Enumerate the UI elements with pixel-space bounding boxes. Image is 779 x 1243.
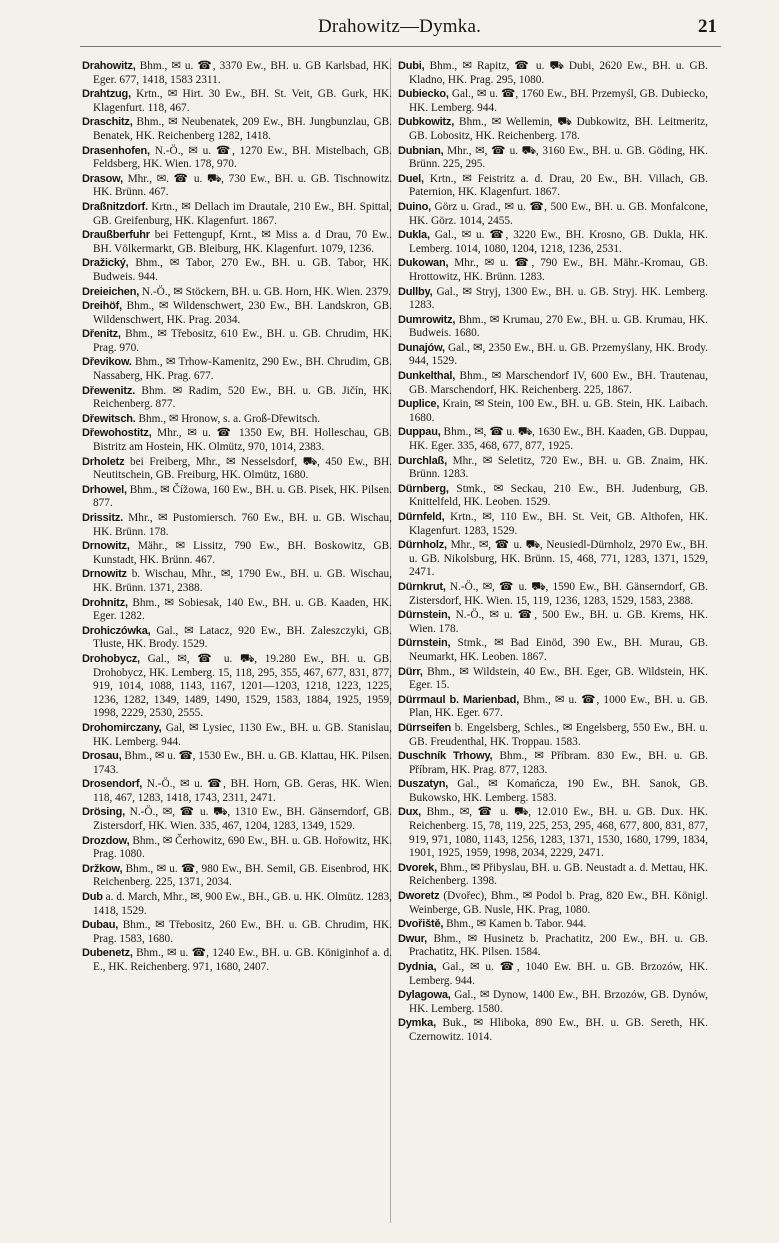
gazetteer-entry [398,750,708,777]
entry-text: Bhm., ✉ Kamen b. Tabor. 944. [443,918,587,931]
entry-headword: Dux, [398,806,422,819]
entry-headword: Dydnia, [398,961,437,973]
entry-text: Bhm., ✉ Marschendorf IV, 600 Ew., BH. Trautenau, GB. Marschendorf, HK. Reichenberg. 225, 1867. [409,370,708,396]
entry-headword: Dürrseifen [398,721,452,734]
entry-text: Gal., ✉ u. ☎, 1040 Ew. BH. u. GB. Brzozów, HK. Lemberg. 944. [409,961,708,987]
entry-text: bei Fettengupf, Krnt., ✉ Miss a. d Drau, 70 Ew.. BH. Völkermarkt, GB. Bleiburg, HK. Klagenfurt. 1079, 1236. [93,229,392,255]
gazetteer-entry [82,229,392,256]
entry-text: N.-Ö., ✉ Stöckern, BH. u. GB. Horn, HK. Wien. 2379. [139,285,392,298]
entry-text: N.-Ö., ✉ u. ☎, 1270 Ew., BH. Mistelbach, GB. Feldsberg, HK. Wien. 178, 970. [93,144,392,171]
gazetteer-entry [398,637,708,664]
gazetteer-entry [82,286,392,300]
entry-headword: Dřewenitz. [82,384,136,397]
left-column [82,60,392,976]
entry-text: Bhm., ✉ Třebositz, 260 Ew., BH. u. GB. Chrudim, HK. Prag. 1583, 1680. [93,919,392,945]
entry-text: Bhm., ✉ Rapitz, ☎ u. ⛟ Dubi, 2620 Ew., BH. u. GB. Kladno, HK. Prag. 295, 1080. [409,60,708,86]
gazetteer-entry [398,511,708,538]
entry-headword: Dřenitz, [82,328,121,341]
gazetteer-entry [82,722,392,749]
gazetteer-entry [398,60,708,87]
entry-headword: Dubi, [398,60,425,72]
entry-headword: Držkow, [82,862,123,875]
entry-headword: Dürnstein, [398,609,451,622]
entry-headword: Dwur, [398,932,427,945]
entry-headword: Draschitz, [82,116,133,129]
entry-headword: Duszatyn, [398,778,449,791]
entry-headword: Dvorek, [398,861,437,874]
entry-headword: Dvořiště, [398,918,444,931]
entry-text: Gal., ✉, 2350 Ew., BH. u. GB. Przemyślany, HK. Brody. 944, 1529. [409,341,708,368]
entry-headword: Dymka, [398,1017,436,1030]
gazetteer-entry [398,694,708,721]
entry-headword: Drösing, [82,806,126,819]
entry-headword: Duplice, [398,398,440,411]
entry-headword: Dreieichen, [82,285,140,298]
gazetteer-entry [82,512,392,539]
gazetteer-entry [398,609,708,636]
gazetteer-entry [82,116,392,143]
entry-text: N.-Ö., ✉ u. ☎, BH. Horn, GB. Geras, HK. Wien. 118, 467, 1283, 1418, 1743, 2311, 2471. [93,778,392,804]
page-header [80,14,719,44]
entry-text: (Dvořec), Bhm., ✉ Podol b. Prag, 820 Ew., BH. Königl. Weinberge, GB. Nusle, HK. Prag, 1080. [409,890,708,916]
entry-text: Krtn., ✉ Hirt. 30 Ew., BH. St. Veit, GB. Gurk, HK. Klagenfurt. 118, 467. [93,88,392,114]
entry-headword: Dřevikow. [82,356,132,369]
entry-text: Bhm. ✉ Radim, 520 Ew., BH. u. GB. Jičín, HK. Reichenberg. 877. [93,384,392,411]
gazetteer-entry [82,356,392,383]
gazetteer-entry [82,625,392,652]
running-title: Drahowitz—Dymka. [317,16,482,37]
entry-text: Krtn., ✉, 110 Ew., BH. St. Veit, GB. Althofen, HK. Klagenfurt. 1283, 1529. [409,511,708,537]
right-column [398,60,708,1046]
gazetteer-entry [82,597,392,624]
entry-text: Bhm., ✉ u. ☎, 980 Ew., BH. Semil, GB. Eisenbrod, HK. Reichenberg. 225, 1371, 2034. [93,862,392,889]
gazetteer-entry [398,286,708,313]
entry-text: b. Wischau, Mhr., ✉, 1790 Ew., BH. u. GB. Wischau, HK. Brünn. 1371, 2388. [93,568,392,594]
gazetteer-entry [82,300,392,327]
entry-headword: Dubau, [82,919,119,932]
entry-headword: Dubnian, [398,144,444,157]
entry-text: Bhm., ✉ Přibyslau, BH. u. GB. Neustadt a. d. Mettau, HK. Reichenberg. 1398. [409,861,708,888]
entry-headword: Dylagowa, [398,989,451,1002]
gazetteer-entry [82,427,392,454]
entry-headword: Drhowel, [82,483,127,496]
entry-text: Bhm., ✉ Hronow, s. a. Groß-Dřewitsch. [135,412,321,425]
entry-text: Bhm., ✉ Krumau, 270 Ew., BH. u. GB. Krumau, HK. Budweis. 1680. [409,313,708,340]
entry-text: Mhr., ✉ u. ☎, 790 Ew., BH. Mähr.-Kromau, GB. Hrottowitz, HK. Brünn. 1283. [409,257,708,283]
entry-text: Gal., ✉ Dynow, 1400 Ew., BH. Brzozów, GB. Dynów, HK. Lemberg. 1580. [409,989,708,1015]
entry-headword: Duppau, [398,426,441,439]
entry-headword: Dunkelthal, [398,370,456,383]
gazetteer-entry [398,88,708,115]
gazetteer-entry [82,863,392,890]
entry-headword: Dřewitsch. [82,412,136,425]
entry-headword: Dürnstein, [398,637,451,650]
entry-headword: Drnowitz, [82,540,130,553]
gazetteer-entry [398,918,708,932]
entry-headword: Drholetz [82,455,125,468]
gazetteer-entry [82,60,392,87]
gazetteer-entry [398,145,708,172]
gazetteer-entry [398,961,708,988]
entry-text: Bhm., ✉ Příbram. 830 Ew., BH. u. GB. Příbram, HK. Prag. 877, 1283. [409,750,708,776]
entry-text: Krain, ✉ Stein, 100 Ew., BH. u. GB. Stein, HK. Laibach. 1680. [409,398,708,424]
entry-headword: Dřewohostitz, [82,427,152,440]
gazetteer-entry [82,201,392,228]
entry-headword: Drasenhofen, [82,144,150,157]
entry-headword: Durchlaß, [398,454,447,467]
gazetteer-entry [398,342,708,369]
entry-text: Gal., ✉ u. ☎, 3220 Ew., BH. Krosno, GB. Dukla, HK. Lemberg. 1014, 1080, 1204, 1218, 1236, 2531. [409,229,708,255]
entry-headword: Dunajów, [398,341,445,354]
entry-text: Gal., ✉ u. ☎, 1760 Ew., BH. Przemyśl, GB. Dubiecko, HK. Lemberg. 944. [409,88,708,114]
entry-headword: Dürnkrut, [398,580,446,593]
gazetteer-entry [82,88,392,115]
gazetteer-entry [398,778,708,805]
entry-headword: Drissitz. [82,512,123,524]
entry-headword: Drnowitz [82,568,127,581]
gazetteer-entry [398,862,708,889]
entry-headword: Drozdow, [82,834,130,847]
gazetteer-entry [398,116,708,143]
entry-headword: Draßnitzdorf. [82,200,148,213]
entry-text: Bhm., ✉ u. ☎, 1530 Ew., BH. u. GB. Klattau, HK. Pilsen. 1743. [93,750,392,776]
entry-text: Bhm., ✉ Wildstein, 40 Ew., BH. Eger, GB. Wildstein, HK. Eger. 15. [409,665,708,692]
entry-headword: Duschník Trhowy, [398,750,493,763]
entry-headword: Dub [82,891,103,904]
gazetteer-entry [82,385,392,412]
entry-text: Bhm., ✉, ☎ u. ⛟, 1630 Ew., BH. Kaaden, GB. Duppau, HK. Eger. 335, 468, 677, 877, 1925. [409,426,708,453]
entry-text: a. d. March, Mhr., ✉, 900 Ew., BH., GB. u. HK. Olmütz. 1283, 1418, 1529. [93,891,392,917]
gazetteer-entry [82,257,392,284]
entry-text: b. Engelsberg, Schles., ✉ Engelsberg, 550 Ew., BH. u. GB. Freudenthal, HK. Troppau. 1583. [409,721,708,748]
gazetteer-entry [398,581,708,608]
entry-text: Bhm., ✉ Neubenatek, 209 Ew., BH. Jungbunzlau, GB. Benatek, HK. Reichenberg 1282, 1418. [93,116,392,142]
gazetteer-entry [82,778,392,805]
entry-headword: Dürnholz, [398,539,447,552]
gazetteer-entry [82,891,392,918]
entry-text: Mähr., ✉ Lissitz, 790 Ew., BH. Boskowitz, GB. Kunstadt, HK. Brünn. 467. [93,540,392,566]
column-divider [390,58,391,1223]
entry-headword: Dürnfeld, [398,511,445,523]
gazetteer-entry [82,750,392,777]
entry-text: Mhr., ✉. ☎ u. ⛟, 730 Ew., BH. u. GB. Tischnowitz. HK. Brünn. 467. [93,172,392,199]
entry-headword: Dukla, [398,229,430,242]
gazetteer-entry [82,806,392,833]
entry-text: Mhr., ✉ u. ☎ 1350 Ew, BH. Holleschau, GB. Bistritz am Hostein, HK. Olmütz, 970, 1014, 2383. [93,427,392,454]
gazetteer-entry [82,835,392,862]
entry-text: Bhm., ✉ Třebositz, 610 Ew., BH. u. GB. Chrudim, HK. Prag. 970. [93,328,392,354]
entry-text: Bhm., ✉ Čerhowitz, 690 Ew., BH. u. GB. Hořowitz, HK. Prag. 1080. [93,834,392,861]
entry-headword: Duino, [398,200,432,213]
entry-headword: Dražický, [82,257,129,270]
entry-headword: Dworetz [398,890,440,903]
entry-text: Gal., ✉ Komańcza, 190 Ew., BH. Sanok, GB. Bukowsko, HK. Lemberg. 1583. [409,778,708,804]
gazetteer-entry [82,919,392,946]
gazetteer-entry [398,539,708,580]
entry-headword: Dumrowitz, [398,313,456,326]
entry-text: Bhm., ✉, ☎ u. ⛟, 12.010 Ew., BH. u. GB. Dux. HK. Reichenberg. 15, 78, 119, 225, 253, 295, 468, 677, 800, 831, 877, 919, 971, 1080, 1143, 1256, 1283, 1371, 1530, 1680, 1799, 1834, 1901, 1925, 1959, 1998, 2034, 2229, 2471. [409,806,708,860]
entry-text: Krtn., ✉ Feistritz a. d. Drau, 20 Ew., BH. Villach, GB. Paternion, HK. Klagenfurt. 1867. [409,172,708,199]
entry-text: Bhm., ✉ Tabor, 270 Ew., BH. u. GB. Tabor, HK. Budweis. 944. [93,257,392,283]
entry-text: N.-Ö., ✉, ☎ u. ⛟, 1310 Ew., BH. Gänserndorf, GB. Zistersdorf, HK. Wien. 335, 467, 1204, 1283, 1349, 1529. [93,806,392,833]
gazetteer-entry [82,568,392,595]
entry-headword: Dürr, [398,665,423,678]
gazetteer-entry [398,989,708,1016]
entry-headword: Dürnberg, [398,482,449,495]
gazetteer-entry [398,201,708,228]
gazetteer-entry [82,456,392,483]
entry-headword: Dubiecko, [398,88,449,101]
entry-text: Krtn., ✉ Dellach im Drautale, 210 Ew., BH. Spittal, GB. Greifenburg, HK. Klagenfurt. 1867. [93,200,392,227]
entry-headword: Drosendorf, [82,778,143,791]
entry-text: Gal., ✉ Stryj, 1300 Ew., BH. u. GB. Stryj. HK. Lemberg. 1283. [409,285,708,312]
entry-text: Buk., ✉ Hliboka, 890 Ew., BH. u. GB. Sereth, HK. Czernowitz. 1014. [409,1017,708,1043]
entry-text: Görz u. Grad., ✉ u. ☎, 500 Ew., BH. u. GB. Monfalcone, HK. Görz. 1014, 2455. [409,200,708,227]
entry-headword: Dukowan, [398,257,449,270]
entry-headword: Drohnitz, [82,596,128,609]
entry-text: Mhr., ✉ Pustomiersch. 760 Ew., BH. u. GB. Wischau, HK. Brünn. 178. [93,512,392,538]
gazetteer-entry [398,426,708,453]
entry-headword: Draußberfuhr [82,229,150,242]
entry-text: Mhr., ✉, ☎ u. ⛟, 3160 Ew., BH. u. GB. Göding, HK. Brünn. 225, 295. [409,144,708,171]
entry-text: Bhm., ✉ u. ☎, 3370 Ew., BH. u. GB Karlsbad, HK. Eger. 677, 1418, 1583 2311. [93,60,392,86]
header-rule [80,46,721,47]
entry-text: Bhm., ✉ Husinetz b. Prachatitz, 200 Ew., BH. u. GB. Prachatitz, HK. Pilsen. 1584. [409,932,708,959]
entry-headword: Dubkowitz, [398,116,455,129]
entry-text: Stmk., ✉ Bad Einöd, 390 Ew., BH. Murau, GB. Neumarkt, HK. Leoben. 1867. [409,637,708,663]
entry-text: N.-Ö., ✉ u. ☎, 500 Ew., BH. u. GB. Krems, HK. Wien. 178. [409,609,708,635]
entry-text: Gal., ✉, ☎ u. ⛟, 19.280 Ew., BH. u. GB. Drohobycz, HK. Lemberg. 15, 118, 295, 355, 467, 677, 831, 877, 919, 1014, 1088, 1143, 1167, 1201—1203, 1218, 1223, 1225, 1236, 1282, 1349, 1489, 1490, 1529, 1583, 1884, 1925, 1959, 1998, 2229, 2530, 2555. [93,652,392,720]
entry-headword: Drohobycz, [82,652,140,665]
gazetteer-entry [398,806,708,860]
entry-text: Bhm., ✉ Wildenschwert, 230 Ew., BH. Landskron, GB. Wildenschwert, HK. Prag. 2034. [93,300,392,326]
gazetteer-entry [82,173,392,200]
entry-text: bei Freiberg, Mhr., ✉ Nesselsdorf, ⛟, 450 Ew., BH. Neutitschein, GB. Freiburg, HK. Olmütz, 1680. [93,455,392,482]
gazetteer-entry [82,413,392,427]
gazetteer-entry [398,1017,708,1044]
gazetteer-entry [398,398,708,425]
entry-headword: Duel, [398,172,424,185]
gazetteer-entry [398,722,708,749]
gazetteer-entry [398,173,708,200]
entry-text: Bhm., ✉ Čížowa, 160 Ew., BH. u. GB. Pisek, HK. Pilsen. 877. [93,483,392,510]
entry-text: Gal., ✉ Latacz, 920 Ew., BH. Zaleszczyki, GB. Tłuste, HK. Brody. 1529. [93,624,392,651]
entry-text: Stmk., ✉ Seckau, 210 Ew., BH. Judenburg, GB. Knittelfeld, HK. Leoben. 1529. [409,482,708,509]
entry-headword: Drosau, [82,750,122,763]
entry-text: N.-Ö., ✉, ☎ u. ⛟, 1590 Ew., BH. Gänserndorf, GB. Zistersdorf, HK. Wien. 15, 119, 1236, 1283, 1529, 1583, 2388. [409,580,708,607]
gazetteer-entry [398,455,708,482]
gazetteer-entry [398,370,708,397]
entry-headword: Drohiczówka, [82,624,151,637]
entry-text: Bhm., ✉ Sobiesak, 140 Ew., BH. u. GB. Kaaden, HK. Eger. 1282. [93,596,392,623]
gazetteer-entry [398,933,708,960]
gazetteer-entry [398,229,708,256]
gazetteer-entry [82,947,392,974]
entry-text: Mhr., ✉ Seletitz, 720 Ew., BH. u. GB. Znaim, HK. Brünn. 1283. [409,454,708,481]
gazetteer-entry [82,540,392,567]
gazetteer-entry [398,666,708,693]
entry-headword: Drohomirczany, [82,721,162,734]
entry-text: Mhr., ✉, ☎ u. ⛟, Neusiedl-Dürnholz, 2970 Ew., BH. u. GB. Nikolsburg, HK. Brünn. 15, 468, 771, 1283, 1371, 1529, 2471. [409,539,708,579]
entry-headword: Drahowitz, [82,60,136,72]
gazetteer-entry [398,257,708,284]
entry-headword: Dullby, [398,285,433,298]
entry-headword: Drahtzug, [82,88,131,101]
page-number: 21 [698,16,717,37]
gazetteer-entry [82,484,392,511]
entry-text: Bhm., ✉ Trhow-Kamenitz, 290 Ew., BH. Chrudim, GB. Nassaberg, HK. Prag. 677. [93,356,392,383]
gazetteer-entry [398,483,708,510]
entry-text: Bhm., ✉ Wellemin, ⛟ Dubkowitz, BH. Leitmeritz, GB. Lobositz, HK. Reichenberg. 178. [409,116,708,142]
entry-headword: Dürrmaul b. Marienbad, [398,693,520,706]
entry-headword: Dreihöf, [82,300,122,313]
entry-text: Gal, ✉ Lysiec, 1130 Ew., BH. u. GB. Stanislau, HK. Lemberg. 944. [93,721,392,748]
gazetteer-entry [82,328,392,355]
entry-headword: Drasow, [82,172,123,185]
entry-text: Bhm., ✉ u. ☎, 1240 Ew., BH. u. GB. Königinhof a. d. E., HK. Reichenberg. 971, 1680, 2407. [93,947,392,973]
gazetteer-entry [398,314,708,341]
gazetteer-entry [82,145,392,172]
entry-headword: Dubenetz, [82,947,133,960]
gazetteer-entry [398,890,708,917]
gazetteer-entry [82,653,392,721]
entry-text: Bhm., ✉ u. ☎, 1000 Ew., BH. u. GB. Plan, HK. Eger. 677. [409,693,709,720]
